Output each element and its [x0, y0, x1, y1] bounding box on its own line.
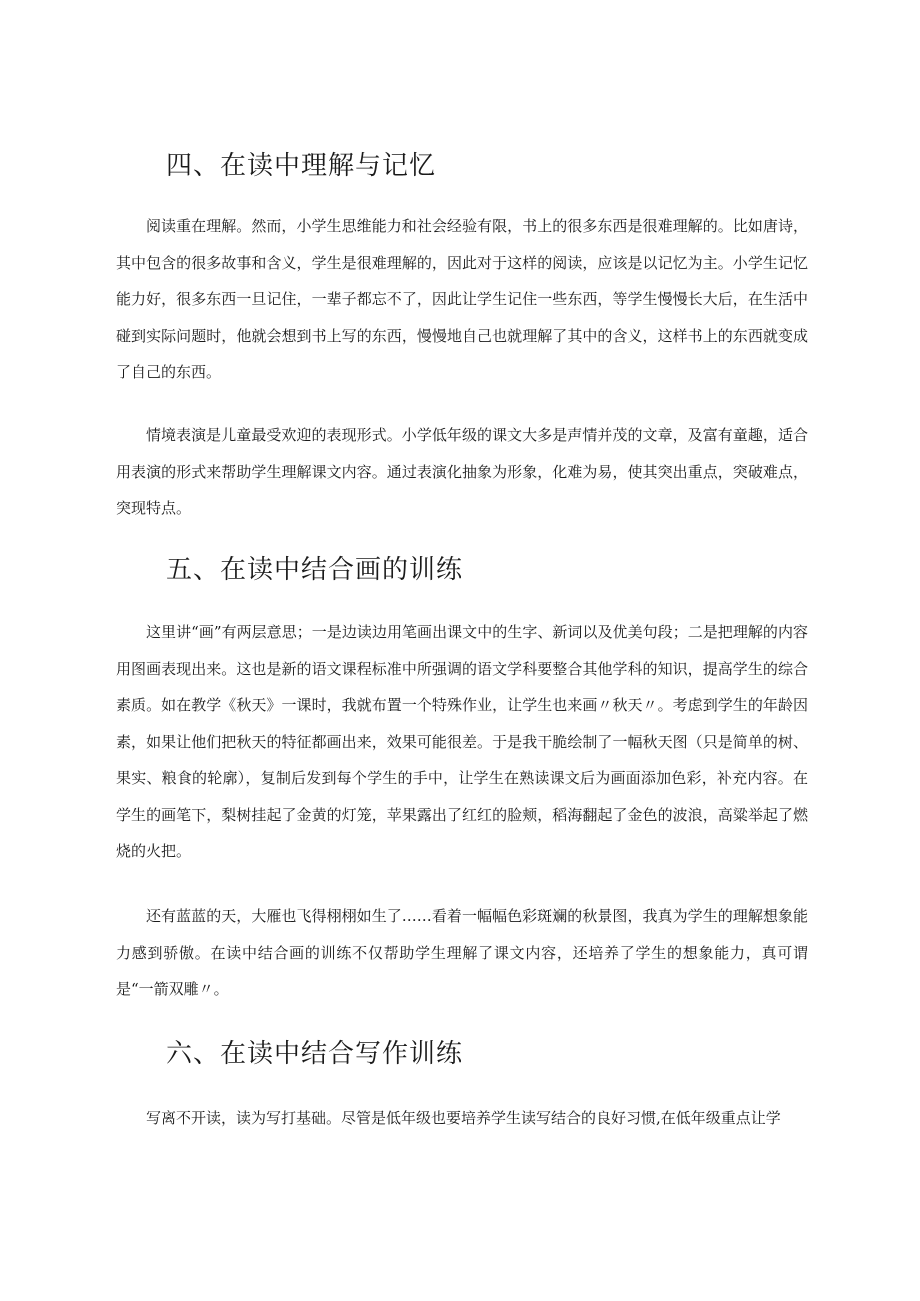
paragraph: 这里讲“画”有两层意思；一是边读边用笔画出课文中的生字、新词以及优美句段；二是把理解的内容用图画表现出来。这也是新的语文课程标准中所强调的语文学科要整合其他学科的知识，提高学生的综合素质。如在教学《秋天》一课时，我就布置一个特殊作业，让学生也来画〃秋天〃。考虑到学生的年龄因素，如果让他们把秋天的特征都画出来，效果可能很差。于是我干脆绘制了一幅秋天图（只是简单的树、果实、粮食的轮廓），复制后发到每个学生的手中，让学生在熟读课文后为画面添加色彩，补充内容。在学生的画笔下，梨树挂起了金黄的灯笼，苹果露出了红红的脸颊，稻海翻起了金色的波浪，高粱举起了燃烧的火把。: [116, 623, 808, 860]
section-heading: 四、在读中理解与记忆: [166, 151, 437, 181]
paragraph: 阅读重在理解。然而，小学生思维能力和社会经验有限，书上的很多东西是很难理解的。比如唐诗，其中包含的很多故事和含义，学生是很难理解的，因此对于这样的阅读，应该是以记忆为主。小学生记忆能力好，很多东西一旦记住，一辈子都忘不了，因此让学生记住一些东西，等学生慢慢长大后，在生活中碰到实际问题时，他就会想到书上写的东西，慢慢地自己也就理解了其中的含义，这样书上的东西就变成了自己的东西。: [116, 217, 808, 381]
section-heading: 五、在读中结合画的训练: [166, 555, 464, 585]
paragraph: 写离不开读，读为写打基础。尽管是低年级也要培养学生读写结合的良好习惯,在低年级重点让学: [146, 1109, 781, 1127]
section-heading: 六、在读中结合写作训练: [166, 1039, 464, 1069]
paragraph: 情境表演是儿童最受欢迎的表现形式。小学低年级的课文大多是声情并茂的文章，及富有童趣，适合用表演的形式来帮助学生理解课文内容。通过表演化抽象为形象，化难为易，使其突出重点，突破难点，突现特点。: [116, 426, 808, 517]
paragraph: 还有蓝蓝的天，大雁也飞得栩栩如生了……看着一幅幅色彩斑斓的秋景图，我真为学生的理解想象能力感到骄傲。在读中结合画的训练不仅帮助学生理解了课文内容，还培养了学生的想象能力，真可谓是“一箭双雕〃。: [116, 907, 808, 998]
